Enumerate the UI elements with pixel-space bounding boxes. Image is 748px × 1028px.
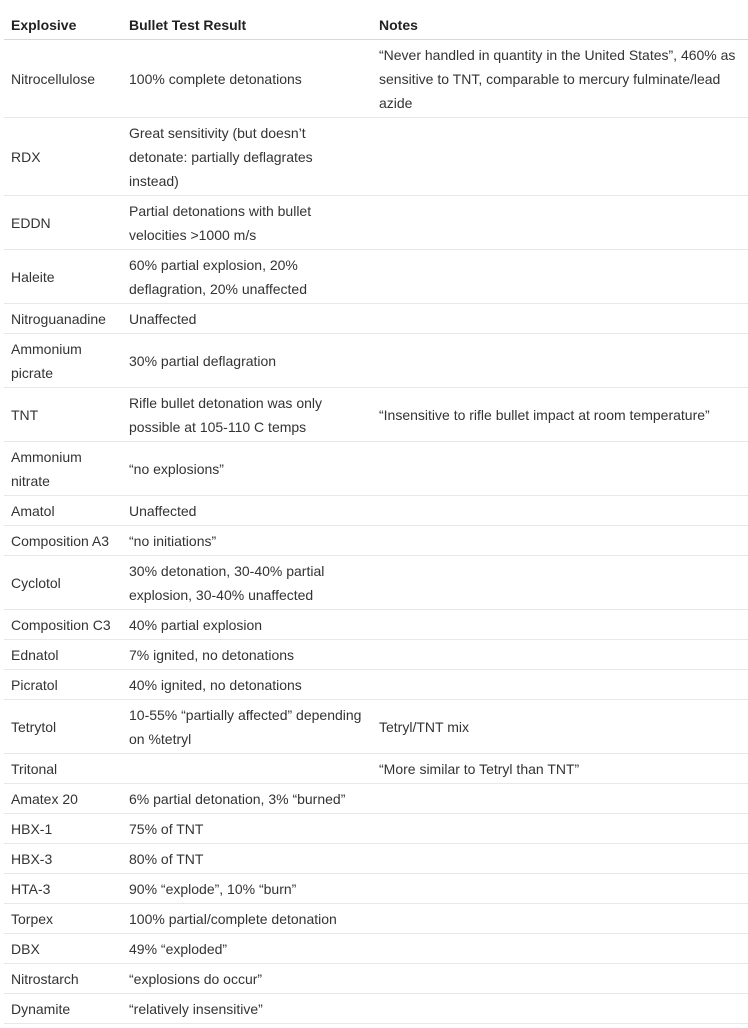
bullet-test-result-cell: 90% “explode”, 10% “burn” bbox=[122, 873, 372, 903]
notes-cell: “Never handled in quantity in the United States”, 460% as sensitive to TNT, comparable to mercury fulminate/lead azide bbox=[372, 39, 748, 117]
table-row bbox=[4, 843, 748, 873]
table-row bbox=[4, 813, 748, 843]
notes-cell bbox=[372, 333, 748, 387]
notes-cell bbox=[372, 441, 748, 495]
notes-cell bbox=[372, 669, 748, 699]
header-row bbox=[4, 0, 748, 39]
table-row bbox=[4, 303, 748, 333]
notes-cell bbox=[372, 903, 748, 933]
table-row bbox=[4, 195, 748, 249]
bullet-test-result-cell: 49% “exploded” bbox=[122, 933, 372, 963]
notes-cell bbox=[372, 495, 748, 525]
explosive-cell: Dynamite bbox=[4, 993, 122, 1023]
bullet-test-result-cell: Unaffected bbox=[122, 303, 372, 333]
explosive-cell: Amatol bbox=[4, 495, 122, 525]
bullet-test-result-cell bbox=[122, 753, 372, 783]
table-row bbox=[4, 873, 748, 903]
table-row bbox=[4, 117, 748, 195]
table-row bbox=[4, 993, 748, 1023]
table-row bbox=[4, 525, 748, 555]
explosive-cell: Picratol bbox=[4, 669, 122, 699]
bullet-test-result-cell: 75% of TNT bbox=[122, 813, 372, 843]
bullet-test-result-cell: Rifle bullet detonation was only possible at 105-110 C temps bbox=[122, 387, 372, 441]
bullet-test-result-cell: Partial detonations with bullet velocities >1000 m/s bbox=[122, 195, 372, 249]
notes-cell bbox=[372, 555, 748, 609]
table-row bbox=[4, 783, 748, 813]
bullet-test-result-cell: “relatively insensitive” bbox=[122, 993, 372, 1023]
notes-cell bbox=[372, 873, 748, 903]
notes-cell bbox=[372, 249, 748, 303]
table-row bbox=[4, 639, 748, 669]
bullet-test-result-cell: Great sensitivity (but doesn’t detonate: partially deflagrates instead) bbox=[122, 117, 372, 195]
explosive-cell: RDX bbox=[4, 117, 122, 195]
notes-cell: Tetryl/TNT mix bbox=[372, 699, 748, 753]
explosive-cell: DBX bbox=[4, 933, 122, 963]
notes-cell bbox=[372, 783, 748, 813]
notes-cell: “More similar to Tetryl than TNT” bbox=[372, 753, 748, 783]
notes-cell: “Insensitive to rifle bullet impact at room temperature” bbox=[372, 387, 748, 441]
explosive-cell: HTA-3 bbox=[4, 873, 122, 903]
table-row bbox=[4, 249, 748, 303]
notes-cell bbox=[372, 963, 748, 993]
table-row bbox=[4, 39, 748, 117]
notes-cell bbox=[372, 933, 748, 963]
header-explosive: Explosive bbox=[4, 0, 122, 39]
explosive-cell: Torpex bbox=[4, 903, 122, 933]
explosive-cell: Nitrostarch bbox=[4, 963, 122, 993]
bullet-test-result-cell: 100% complete detonations bbox=[122, 39, 372, 117]
bullet-test-result-cell: Unaffected bbox=[122, 495, 372, 525]
bullet-test-result-cell: 10-55% “partially affected” depending on %tetryl bbox=[122, 699, 372, 753]
bullet-test-result-cell: 30% partial deflagration bbox=[122, 333, 372, 387]
table-row bbox=[4, 387, 748, 441]
notes-cell bbox=[372, 813, 748, 843]
table-row bbox=[4, 699, 748, 753]
explosive-cell: Haleite bbox=[4, 249, 122, 303]
notes-cell bbox=[372, 303, 748, 333]
explosive-cell: Ammonium picrate bbox=[4, 333, 122, 387]
notes-cell bbox=[372, 609, 748, 639]
explosive-cell: Amatex 20 bbox=[4, 783, 122, 813]
bullet-test-result-cell: 40% partial explosion bbox=[122, 609, 372, 639]
bullet-test-result-cell: 30% detonation, 30-40% partial explosion, 30-40% unaffected bbox=[122, 555, 372, 609]
explosive-cell: HBX-1 bbox=[4, 813, 122, 843]
bullet-test-result-cell: 80% of TNT bbox=[122, 843, 372, 873]
explosive-cell: Nitrocellulose bbox=[4, 39, 122, 117]
explosive-cell: Composition A3 bbox=[4, 525, 122, 555]
table-row bbox=[4, 609, 748, 639]
explosive-cell: Tetrytol bbox=[4, 699, 122, 753]
bullet-test-result-cell: “no initiations” bbox=[122, 525, 372, 555]
explosive-cell: Composition C3 bbox=[4, 609, 122, 639]
bullet-test-result-cell: 100% partial/complete detonation bbox=[122, 903, 372, 933]
bullet-test-result-cell: “explosions do occur” bbox=[122, 963, 372, 993]
header-notes: Notes bbox=[372, 0, 748, 39]
notes-cell bbox=[372, 993, 748, 1023]
notes-cell bbox=[372, 117, 748, 195]
bullet-test-result-cell: 7% ignited, no detonations bbox=[122, 639, 372, 669]
notes-cell bbox=[372, 195, 748, 249]
explosive-cell: Ammonium nitrate bbox=[4, 441, 122, 495]
table-row bbox=[4, 669, 748, 699]
explosive-cell: TNT bbox=[4, 387, 122, 441]
table-row bbox=[4, 903, 748, 933]
bullet-test-result-cell: 40% ignited, no detonations bbox=[122, 669, 372, 699]
table-row bbox=[4, 555, 748, 609]
notes-cell bbox=[372, 639, 748, 669]
explosive-cell: Tritonal bbox=[4, 753, 122, 783]
table-header bbox=[4, 0, 748, 39]
header-bullet-test-result: Bullet Test Result bbox=[122, 0, 372, 39]
bullet-test-result-cell: 6% partial detonation, 3% “burned” bbox=[122, 783, 372, 813]
explosive-cell: HBX-3 bbox=[4, 843, 122, 873]
table-row bbox=[4, 933, 748, 963]
table-body bbox=[4, 39, 748, 1023]
table-row bbox=[4, 963, 748, 993]
bullet-test-result-cell: 60% partial explosion, 20% deflagration, 20% unaffected bbox=[122, 249, 372, 303]
table-row bbox=[4, 495, 748, 525]
notes-cell bbox=[372, 843, 748, 873]
notes-cell bbox=[372, 525, 748, 555]
explosive-cell: EDDN bbox=[4, 195, 122, 249]
table-row bbox=[4, 753, 748, 783]
bullet-test-result-cell: “no explosions” bbox=[122, 441, 372, 495]
table-row bbox=[4, 333, 748, 387]
explosives-table bbox=[4, 0, 748, 1024]
explosive-cell: Cyclotol bbox=[4, 555, 122, 609]
explosive-cell: Ednatol bbox=[4, 639, 122, 669]
table-row bbox=[4, 441, 748, 495]
explosive-cell: Nitroguanadine bbox=[4, 303, 122, 333]
